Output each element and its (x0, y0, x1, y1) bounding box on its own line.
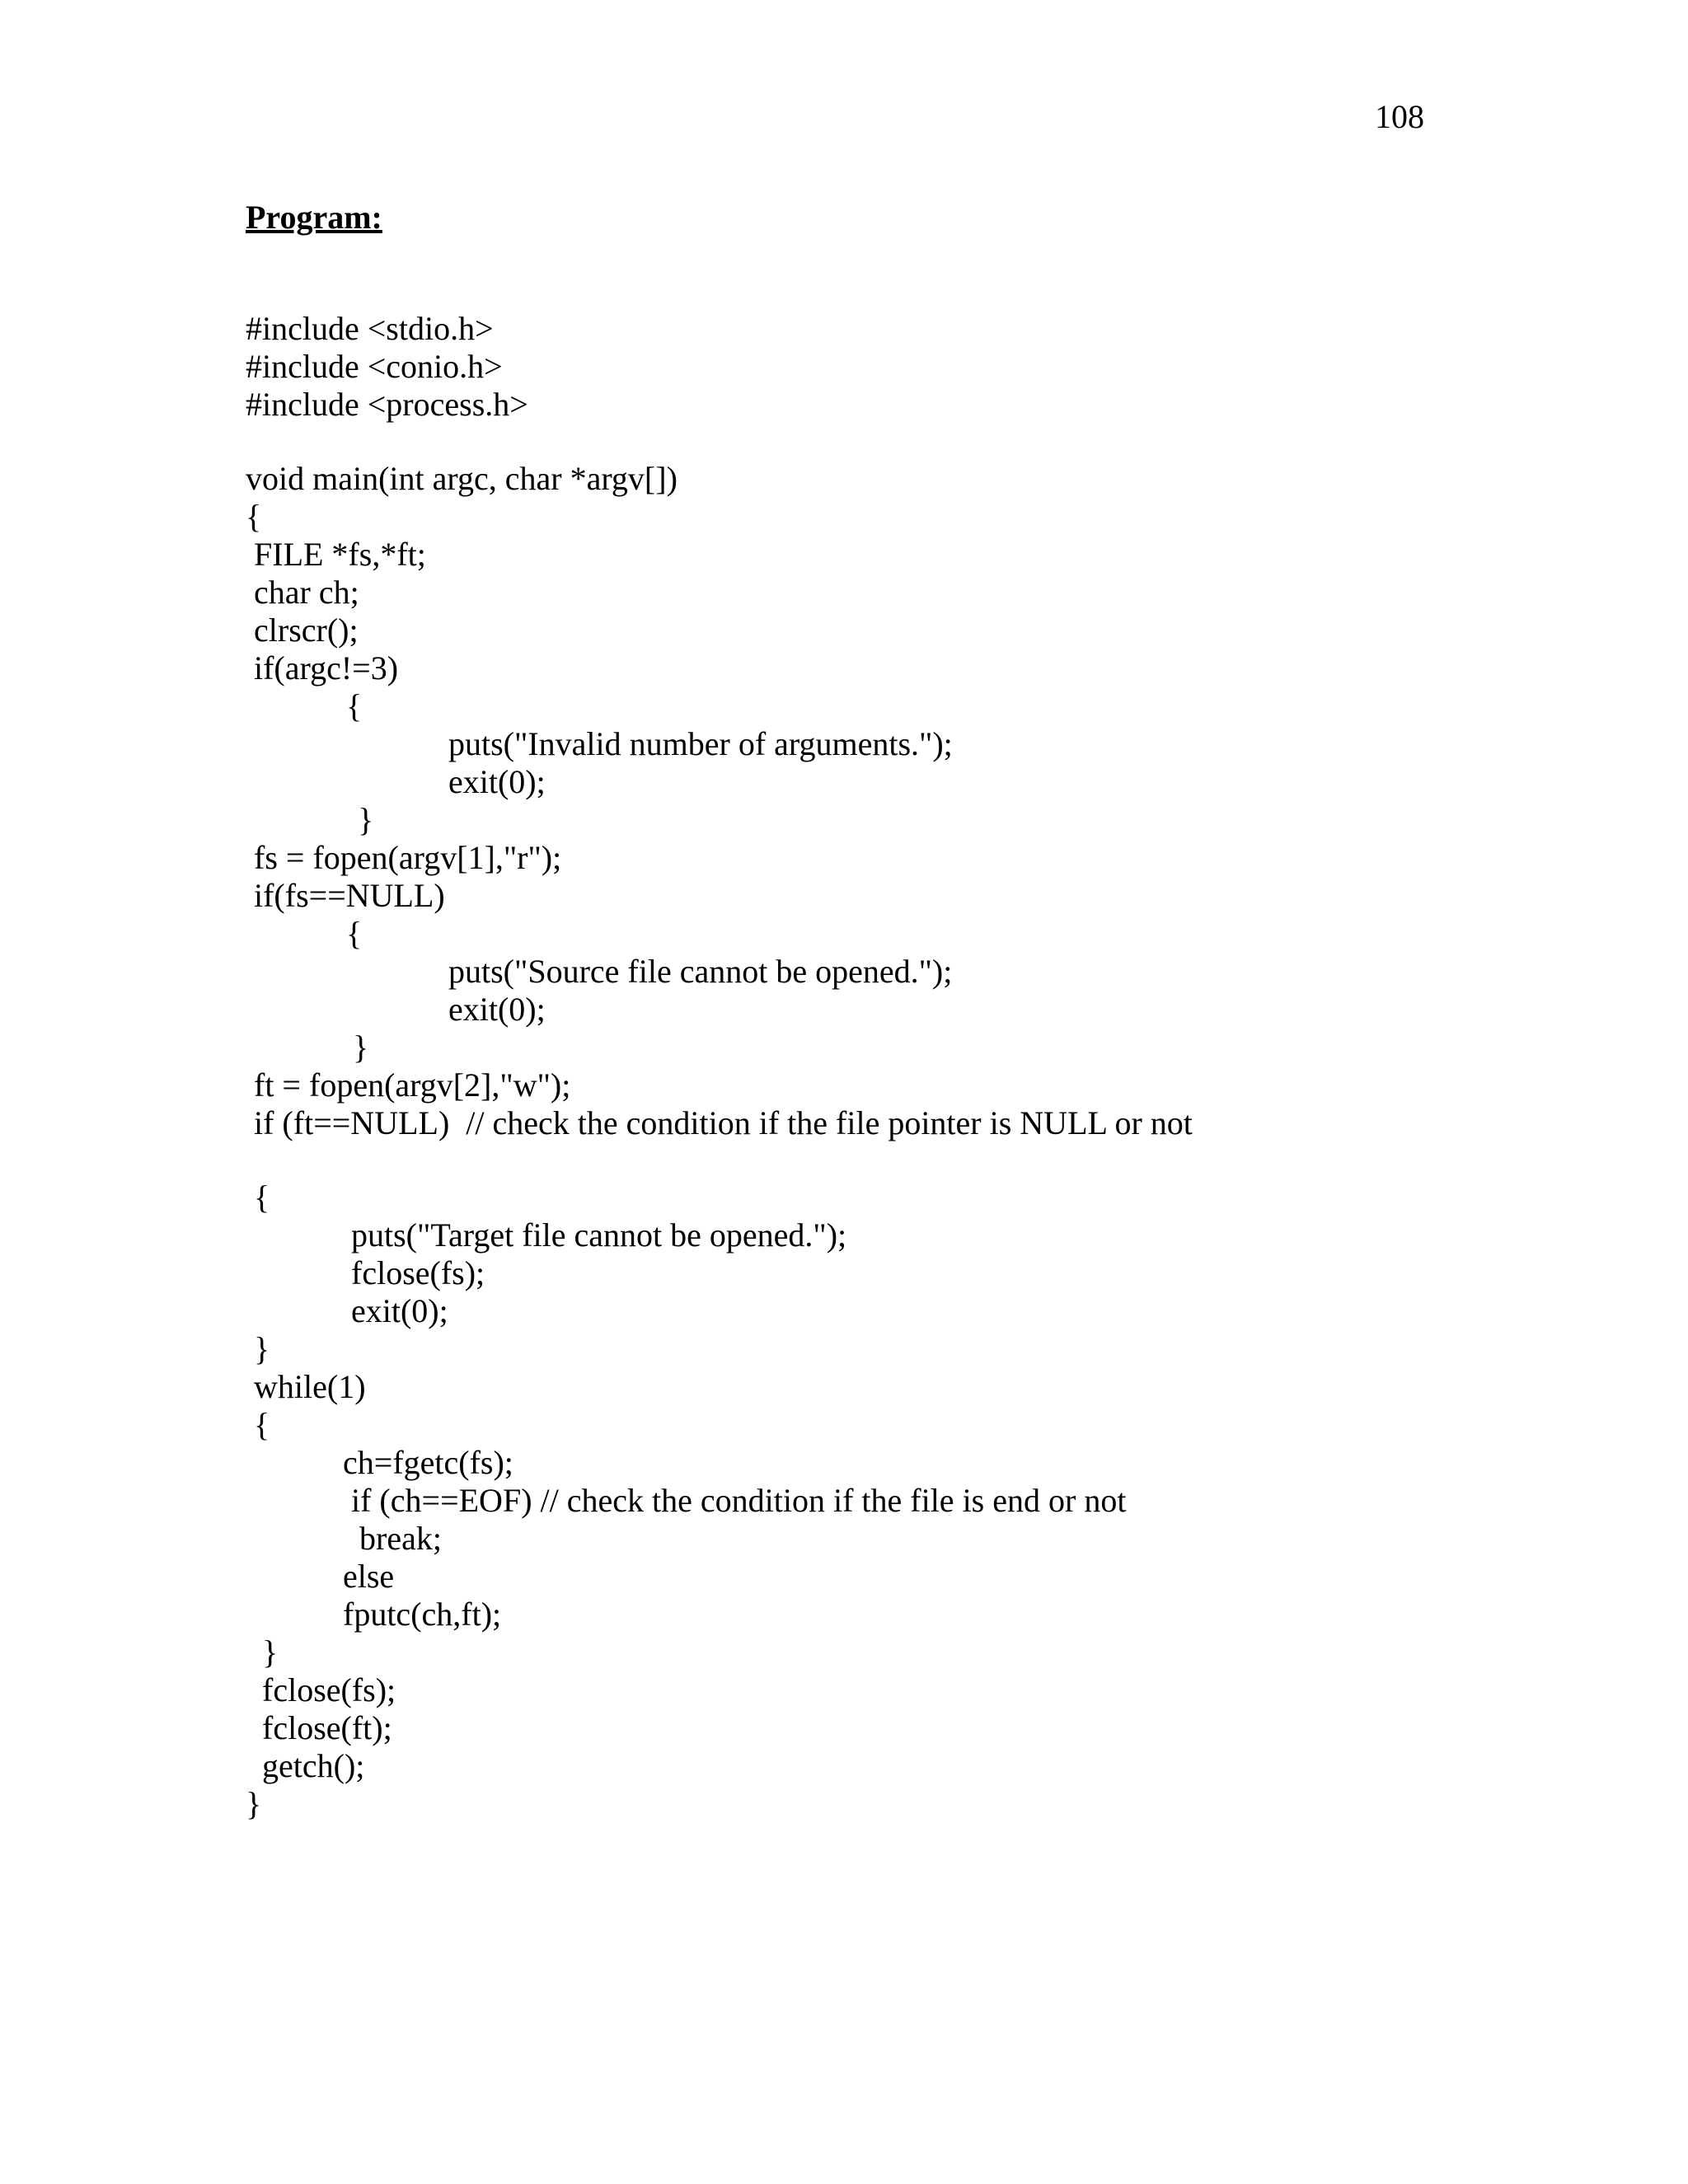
code-line-break: break; (359, 1520, 442, 1557)
code-line-main-open-brace: { (246, 498, 262, 535)
code-line-if-fs-null: if(fs==NULL) (254, 877, 445, 914)
code-line-ft-close-brace: } (254, 1330, 270, 1367)
code-line-fclose-ft: fclose(ft); (262, 1709, 392, 1746)
code-line-char-decl: char ch; (254, 574, 359, 611)
code-line-fopen-source: fs = fopen(argv[1],"r"); (254, 839, 562, 876)
code-line-exit-3: exit(0); (351, 1292, 448, 1329)
code-line-if-argc: if(argc!=3) (254, 649, 399, 687)
code-line-fs-open-brace: { (346, 915, 363, 952)
code-line-include-process: #include <process.h> (246, 386, 528, 423)
code-line-while-close-brace: } (262, 1633, 279, 1671)
code-line-fs-close-brace: } (353, 1029, 369, 1066)
code-line-main-close-brace: } (246, 1785, 262, 1822)
code-line-fclose-fs-1: fclose(fs); (351, 1254, 485, 1291)
code-line-while: while(1) (254, 1368, 366, 1405)
code-line-exit-1: exit(0); (448, 763, 546, 800)
code-line-if-eof: if (ch==EOF) // check the condition if the file is end or not (351, 1482, 1127, 1519)
page-number: 108 (1375, 98, 1424, 135)
code-line-getch: getch(); (262, 1747, 365, 1784)
code-line-if-ft-null: if (ft==NULL) // check the condition if the file pointer is NULL or not (254, 1104, 1193, 1141)
code-line-exit-2: exit(0); (448, 991, 546, 1028)
code-line-fclose-fs-2: fclose(fs); (262, 1671, 396, 1708)
code-line-puts-invalid: puts("Invalid number of arguments."); (448, 725, 953, 762)
code-line-argc-open-brace: { (346, 687, 363, 724)
code-line-while-open-brace: { (254, 1406, 270, 1443)
code-line-else: else (343, 1558, 395, 1595)
code-line-puts-source: puts("Source file cannot be opened."); (448, 953, 953, 990)
code-line-fputc: fputc(ch,ft); (343, 1596, 502, 1633)
code-line-clrscr: clrscr(); (254, 612, 359, 649)
program-heading: Program: (246, 199, 382, 236)
code-line-ft-open-brace: { (254, 1179, 270, 1216)
code-line-include-conio: #include <conio.h> (246, 348, 503, 385)
code-line-fgetc: ch=fgetc(fs); (343, 1444, 513, 1481)
code-line-include-stdio: #include <stdio.h> (246, 310, 494, 347)
code-line-main-signature: void main(int argc, char *argv[]) (246, 460, 678, 497)
code-line-fopen-target: ft = fopen(argv[2],"w"); (254, 1066, 571, 1104)
code-line-file-decl: FILE *fs,*ft; (254, 536, 426, 573)
code-line-argc-close-brace: } (358, 801, 374, 838)
code-line-puts-target: puts("Target file cannot be opened."); (351, 1216, 847, 1254)
